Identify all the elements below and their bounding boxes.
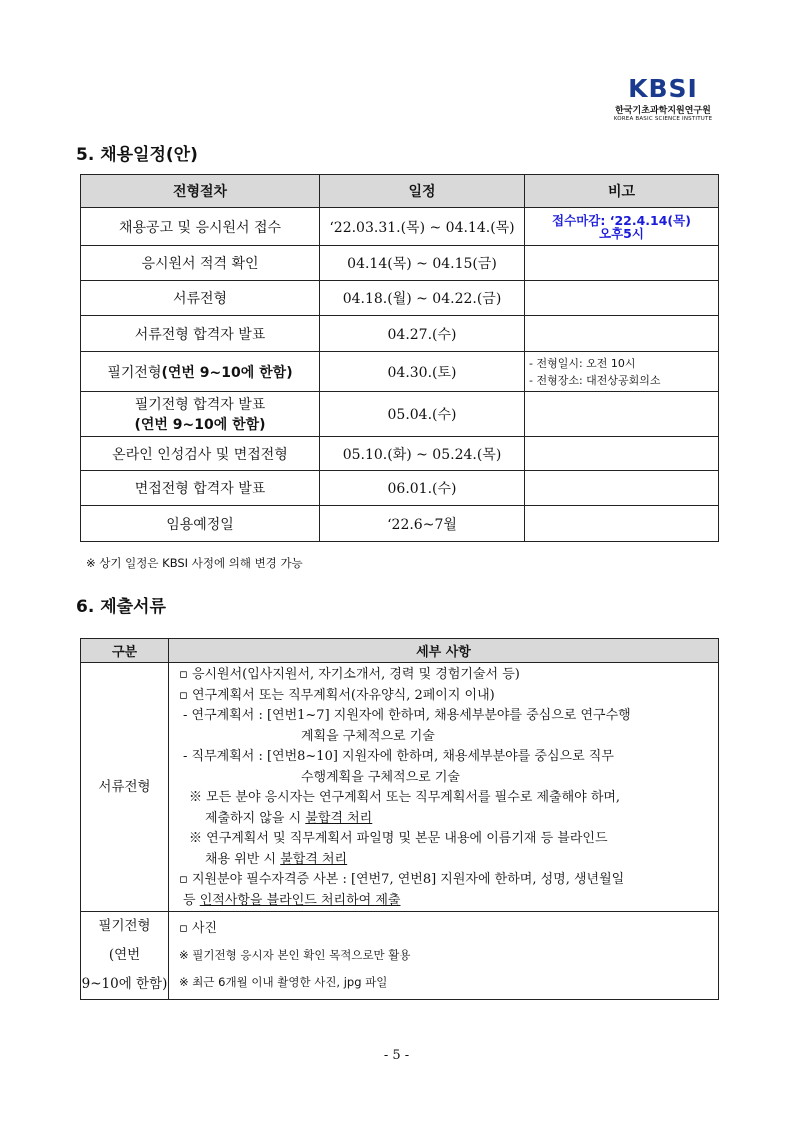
logo-name-ko: 한국기초과학지원연구원 [615, 106, 711, 116]
step-qualifier: (연번 9~10에 한함) [161, 364, 293, 381]
detail-line: ※ 필기전형 응시자 본인 확인 목적으로만 활용 [179, 948, 411, 962]
detail-text: 채용 위반 시 [205, 851, 281, 867]
detail-line: ※ 연구계획서 및 직무계획서 파일명 및 본문 내용에 이름기재 등 블라인드 [189, 831, 608, 846]
step-cell [81, 352, 320, 392]
category-line: (연번 [108, 947, 141, 963]
step-cell: 면접전형 합격자 발표 [81, 471, 320, 506]
table-row [81, 208, 719, 246]
step-cell [81, 392, 320, 437]
date-cell: ‘22.03.31.(목) ~ 04.14.(목) [320, 208, 525, 246]
note-cell [525, 437, 719, 471]
date-cell: 04.30.(토) [320, 352, 525, 392]
table-header-row [81, 175, 719, 208]
table-row [81, 316, 719, 352]
documents-table [80, 638, 719, 1000]
note-cell [525, 316, 719, 352]
detail-emphasis: 인적사항을 블라인드 처리하여 제출 [199, 892, 401, 908]
section6-title: 6. 제출서류 [76, 597, 166, 617]
detail-line: 계획을 구체적으로 기술 [301, 728, 435, 744]
detail-line: 수행계획을 구체적으로 기술 [301, 769, 460, 785]
category-cell: 서류전형 [81, 663, 169, 912]
table-row [81, 437, 719, 471]
note-cell [525, 471, 719, 506]
detail-line: ※ 최근 6개월 이내 촬영한 사진, jpg 파일 [179, 975, 388, 989]
note-line: 오후5시 [599, 225, 644, 241]
detail-line [175, 891, 712, 912]
detail-line [175, 850, 712, 871]
note-cell [525, 392, 719, 437]
step-cell: 서류전형 [81, 281, 320, 316]
detail-line: ▫ 지원분야 필수자격증 사본 : [연번7, 연번8] 지원자에 한하며, 성명, 생년월일 [179, 872, 625, 887]
table-row [81, 281, 719, 316]
detail-text: 제출하지 않을 시 [205, 810, 306, 826]
detail-cell [169, 912, 719, 1000]
note-line: - 전형장소: 대전상공회의소 [529, 373, 661, 387]
detail-line [175, 809, 712, 830]
step-cell: 응시원서 적격 확인 [81, 246, 320, 281]
step-qualifier: (연번 9~10에 한함) [134, 417, 266, 433]
category-line: 9~10에 한함) [81, 976, 168, 992]
detail-line: - 직무계획서 : [연번8~10] 지원자에 한하며, 채용세부분야를 중심으로 직무 [183, 749, 614, 764]
header-date: 일정 [320, 175, 525, 208]
detail-line: ▫ 사진 [179, 921, 218, 936]
detail-line: ▫ 응시원서(입사지원서, 자기소개서, 경력 및 경험기술서 등) [179, 667, 520, 682]
date-cell: 05.10.(화) ~ 05.24.(목) [320, 437, 525, 471]
kbsi-logo [598, 76, 728, 122]
table-row [81, 352, 719, 392]
detail-emphasis: 불합격 처리 [305, 810, 373, 826]
detail-line: - 연구계획서 : [연번1~7] 지원자에 한하며, 채용세부분야를 중심으로 연구수행 [183, 708, 631, 723]
page-number: - 5 - [383, 1048, 410, 1063]
header-detail: 세부 사항 [169, 639, 719, 663]
header-note: 비고 [525, 175, 719, 208]
header-step: 전형절차 [81, 175, 320, 208]
step-text: 필기전형 합격자 발표 [134, 397, 266, 413]
note-cell [525, 246, 719, 281]
category-cell [81, 912, 169, 1000]
detail-text: 등 [183, 892, 200, 908]
date-cell: 06.01.(수) [320, 471, 525, 506]
date-cell: 04.27.(수) [320, 316, 525, 352]
step-cell: 서류전형 합격자 발표 [81, 316, 320, 352]
table-row [81, 392, 719, 437]
table-row [81, 663, 719, 912]
table-row [81, 471, 719, 506]
step-cell: 채용공고 및 응시원서 접수 [81, 208, 320, 246]
note-line: 접수마감: ‘22.4.14(목) [552, 212, 691, 228]
detail-line: ▫ 연구계획서 또는 직무계획서(자유양식, 2페이지 이내) [179, 687, 495, 703]
table-header-row [81, 639, 719, 663]
note-cell [525, 208, 719, 246]
table-row [81, 246, 719, 281]
note-line: - 전형일시: 오전 10시 [529, 356, 636, 370]
schedule-table [80, 174, 719, 542]
step-text: 필기전형 [107, 364, 162, 381]
date-cell: 05.04.(수) [320, 392, 525, 437]
section5-title: 5. 채용일정(안) [76, 145, 198, 165]
date-cell: ‘22.6~7월 [320, 506, 525, 542]
table-row [81, 912, 719, 1000]
note-cell [525, 352, 719, 392]
detail-emphasis: 불합격 처리 [280, 851, 348, 867]
step-cell: 임용예정일 [81, 506, 320, 542]
header-category: 구분 [81, 639, 169, 663]
schedule-footnote: ※ 상기 일정은 KBSI 사정에 의해 변경 가능 [86, 556, 303, 570]
note-cell [525, 506, 719, 542]
logo-name-en: KOREA BASIC SCIENCE INSTITUTE [613, 116, 713, 122]
step-cell: 온라인 인성검사 및 면접전형 [81, 437, 320, 471]
date-cell: 04.18.(월) ~ 04.22.(금) [320, 281, 525, 316]
detail-line: ※ 모든 분야 응시자는 연구계획서 또는 직무계획서를 필수로 제출해야 하며, [189, 790, 621, 805]
category-line: 필기전형 [98, 918, 151, 934]
logo-mark: KBSI [628, 74, 698, 103]
table-row [81, 506, 719, 542]
note-cell [525, 281, 719, 316]
detail-cell [169, 663, 719, 912]
date-cell: 04.14(목) ~ 04.15(금) [320, 246, 525, 281]
